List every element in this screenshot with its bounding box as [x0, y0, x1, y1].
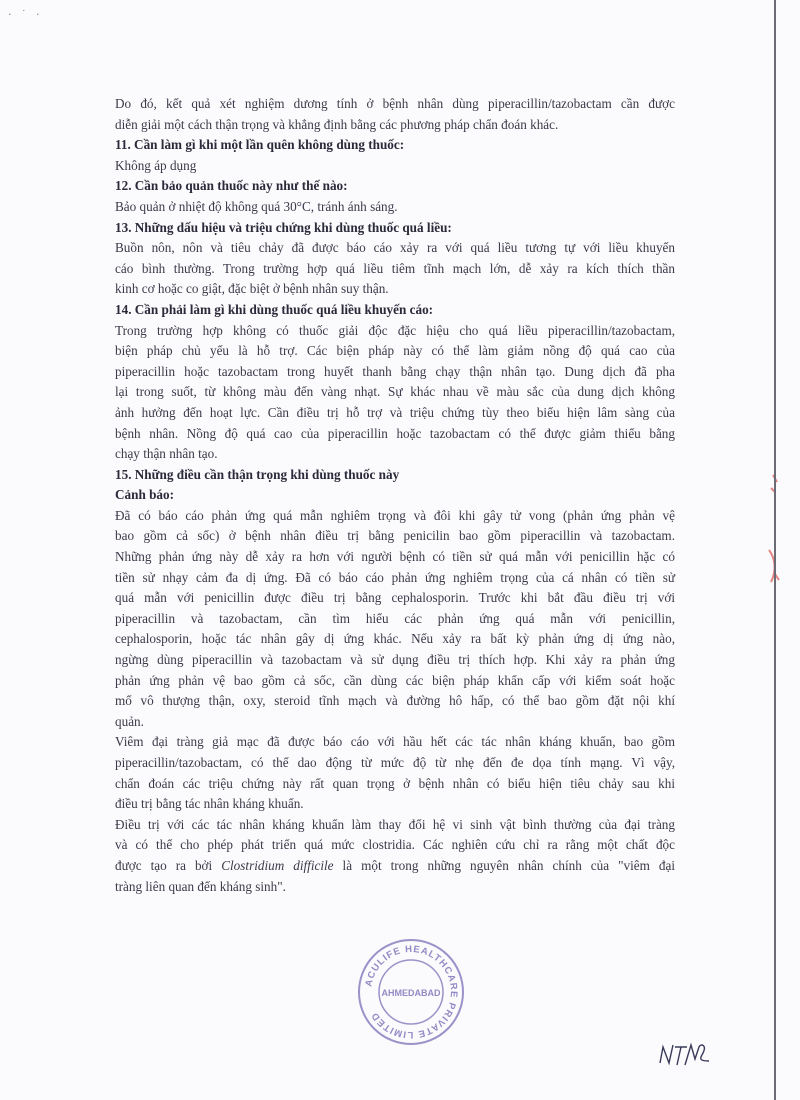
body-text-line: Do đó, kết quả xét nghiệm dương tính ở bệnh nhân dùng piperacillin/tazobactam cần được [115, 96, 675, 111]
body-text-line: chẩn đoán các triệu chứng này rất quan trọng ở bệnh nhân có biểu hiện tiêu chảy sau khi [115, 775, 675, 791]
text-segment: được tạo ra bởi [115, 857, 222, 873]
body-text-line: tiền sử nhạy cảm đa dị ứng. Đã có báo cáo phản ứng nghiêm trọng của cá nhân có tiền sử [115, 569, 675, 585]
company-stamp [357, 938, 465, 1046]
section-heading: 14. Cần phải làm gì khi dùng thuốc quá liều khuyến cáo: [115, 301, 434, 317]
body-text-line: Đã có báo cáo phản ứng quá mẫn nghiêm trọng và đôi khi gây tử vong (phản ứng phản vệ [115, 507, 675, 523]
body-text-line: phản ứng phản vệ bao gồm cả sốc, cần dùng các biện pháp khẩn cấp với kiểm soát hoặc [115, 672, 675, 688]
body-text-line: Viêm đại tràng giả mạc đã được báo cáo với hầu hết các tác nhân kháng khuẩn, bao gồm [115, 734, 675, 750]
body-text-line: piperacillin hoặc tazobactam trong huyết thanh bằng chạy thận nhân tạo. Dung dịch đã pha [115, 363, 675, 379]
body-text-line: diễn giải một cách thận trọng và khẳng định bằng các phương pháp chẩn đoán khác. [115, 116, 559, 132]
body-text-line: piperacillin và tazobactam, cần tìm hiểu các phản ứng quá mẫn với penicillin, [115, 610, 675, 626]
handwritten-signature [655, 1035, 725, 1075]
body-text-line: Không áp dụng [115, 157, 197, 173]
body-text-line: cáo bình thường. Trong trường hợp quá liều tiêm tĩnh mạch lớn, dễ xảy ra kích thích thần [115, 260, 675, 276]
text-segment: là một trong những nguyên nhân chính của "viêm đại [333, 857, 676, 873]
body-text-line: ảnh hưởng đến hoạt lực. Cần điều trị hỗ trợ và triệu chứng tùy theo biểu hiện lâm sàng của [115, 404, 675, 420]
body-text-line: bao gồm cả sốc) ở bệnh nhân điều trị bằng penicilin bao gồm piperacillin và tazobactam. [115, 528, 675, 544]
body-text-line: mổ vô thượng thận, oxy, steroid tĩnh mạch và đường hô hấp, có thể bao gồm đặt nội khí [115, 693, 675, 709]
body-text-line: ngừng dùng piperacillin và tazobactam và sử dụng điều trị thích hợp. Khi xảy ra phản ứng [115, 652, 675, 668]
body-text-line: quản. [115, 713, 144, 729]
body-text-line [115, 856, 675, 877]
body-text-line: Buồn nôn, nôn và tiêu chảy đã được báo cáo xảy ra với quá liều tương tự với liều khuyến [115, 240, 675, 256]
scan-corner-marks: · ˙ · [8, 8, 43, 21]
document-body [115, 94, 675, 897]
stamp-center-text: AHMEDABAD [381, 988, 441, 998]
body-text-line: Những phản ứng này dễ xảy ra hơn với người bệnh có tiền sử quá mẫn với penicillin hặc có [115, 549, 675, 565]
body-text-line: biện pháp chủ yếu là hỗ trợ. Các biện pháp này có thể làm giảm nồng độ quá cao của [115, 343, 675, 359]
stamp-ring-text: ACULIFE HEALTHCARE PRIVATE LIMITED [363, 943, 460, 1041]
body-text-line: tràng liên quan đến kháng sinh". [115, 878, 286, 894]
body-text-line: điều trị bằng tác nhân kháng khuẩn. [115, 796, 304, 812]
body-text-line: cephalosporin, hoặc tác nhân gây dị ứng khác. Nếu xảy ra bất kỳ phản ứng dị ứng nào, [115, 631, 675, 647]
body-text-line: piperacillin/tazobactam, có thể dao động từ mức độ từ nhẹ đến đe dọa tính mạng. Vì vậy, [115, 755, 675, 770]
section-heading: Cảnh báo: [115, 487, 174, 503]
bacteria-name: Clostridium difficile [221, 857, 334, 873]
body-text-line: bệnh nhân. Nồng độ quá cao của piperacillin hoặc tazobactam có thể được giảm thiểu bằng [115, 425, 675, 441]
section-heading: 12. Cần bảo quản thuốc này như thế nào: [115, 178, 348, 194]
body-text-line: quá mẫn với penicillin được điều trị bằng cephalosporin. Trước khi bắt đầu điều trị với [115, 590, 675, 606]
section-heading: 13. Những dấu hiệu và triệu chứng khi dùng thuốc quá liều: [115, 219, 452, 235]
page-edge [774, 0, 776, 1100]
body-text-line: Trong trường hợp không có thuốc giải độc đặc hiệu cho quá liều piperacillin/tazobactam, [115, 322, 675, 338]
body-text-line: chạy thận nhân tạo. [115, 446, 218, 462]
body-text-line: Điều trị với các tác nhân kháng khuẩn làm thay đổi hệ vi sinh vật bình thường của đại tràng [115, 816, 675, 832]
section-heading: 11. Cần làm gì khi một lần quên không dùng thuốc: [115, 137, 405, 153]
edge-seal-marks [763, 470, 783, 600]
section-heading: 15. Những điều cần thận trọng khi dùng thuốc này [115, 466, 400, 482]
body-text-line: kinh cơ hoặc co giật, đặc biệt ở bệnh nhân suy thận. [115, 281, 389, 297]
body-text-line: lại trong suốt, từ không màu đến vàng nhạt. Sự khác nhau về màu sắc của dung dịch không [115, 384, 675, 400]
body-text-line: và có thể cho phép phát triển quá mức clostridia. Các nghiên cứu chỉ ra rằng một chất độc [115, 837, 675, 853]
body-text-line: Bảo quản ở nhiệt độ không quá 30°C, tránh ánh sáng. [115, 198, 398, 214]
